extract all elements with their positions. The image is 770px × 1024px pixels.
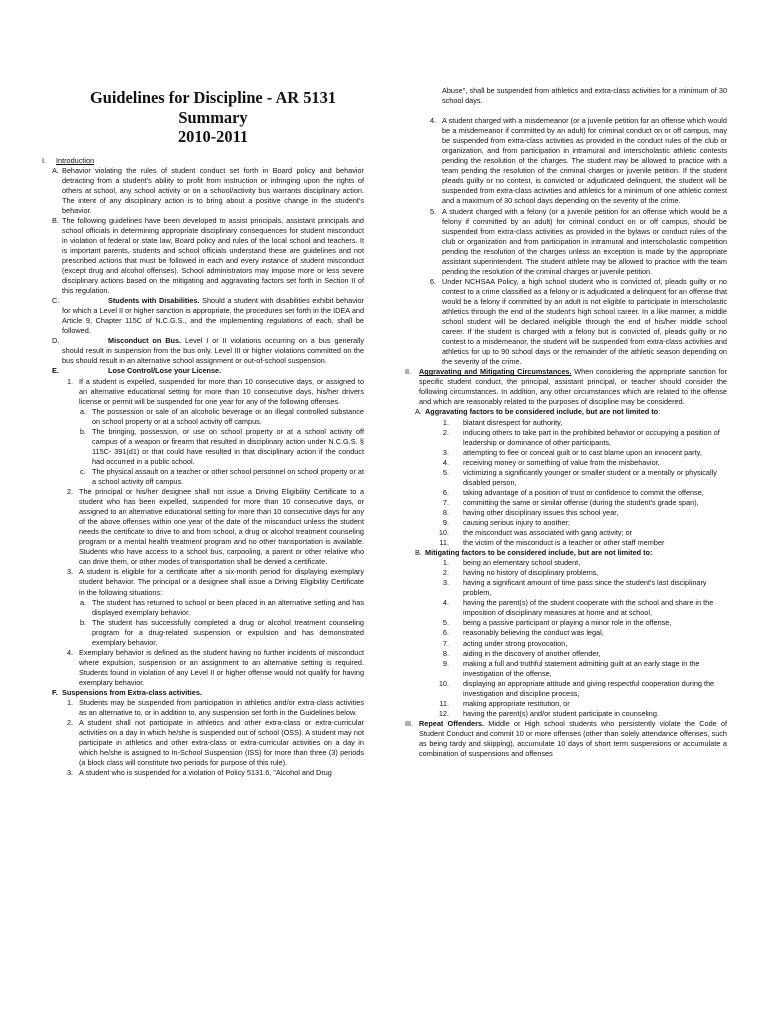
item-text: A student charged with a felony (or a juvenile petition for an offense which would be a felony if committed by an adult) for criminal conduct on or off campus, should be suspended from extra-class activities as provided in the bylaws or conduct rules of the club or organization and from participation in intramural and interscholastic competition pending the resolution of the charges unless an exception is made by the appropriate assistant superintendent. The student athlete may be allowed to practice with the team pending the resolution of the criminal charges or juvenile petition. [442, 206, 727, 276]
item-label: F. [52, 687, 58, 697]
factor-item [421, 659, 727, 679]
factor-number: 12. [438, 708, 449, 718]
factor-text: taking advantage of a position of trust or confidence to commit the offense, [463, 487, 704, 497]
item-text: The following guidelines have been developed to assist principals, assistant principals and school officials in determining appropriate disciplinary consequences for student misconduct in violation of federal or state law, Board policy and rules of the local school and teachers. It is important parents, students and school officials understand these are guidelines and not prescribed actions that must be followed in each and every instance of student misconduct (except drug and alcohol offenses). School administrators may impose more or less severe disciplinary actions based on the mitigating and aggravating factors set forth in Section II of this regulation. [62, 215, 364, 296]
item-label: b. [80, 617, 87, 627]
item-label: a. [80, 597, 87, 607]
factor-text: inducing others to take part in the prohibited behavior or occupying a position of leadership or dominance of other participants, [463, 427, 720, 447]
item-label: B. [52, 215, 59, 225]
section-i-e-heading [52, 366, 364, 376]
subsection-heading: Students with Disabilities. [108, 296, 200, 306]
factor-item [421, 428, 727, 448]
item-label: B. [415, 548, 422, 558]
item-text: Exemplary behavior is defined as the student having no further incidents of misconduct where expulsion, suspension or an assignment to an alternative setting is required. Students found in violation of any Level II or higher offense would not qualify for having exemplary behavior. [79, 647, 364, 687]
spacer [405, 106, 727, 116]
factor-item [421, 558, 727, 568]
item-text: A student who is suspended for a violation of Policy 5131.6, "Alcohol and Drug [79, 768, 332, 778]
section-iii [405, 719, 727, 759]
factor-number: 2. [442, 427, 449, 437]
factor-item [421, 468, 727, 488]
f-item-1 [67, 698, 364, 718]
factor-item [421, 508, 727, 518]
item-text: The principal or his/her designee shall not issue a Driving Eligibility Certificate to a student who has been expelled, suspended for more than 10 consecutive days, or assigned to an alternative educational setting for more than 10 consecutive days for any of the above offenses within one year of the date of the misconduct unless the student needs the certificate to drive to and from school, a drug or alcohol treatment counseling program or a mental health treatment program and no other transportation is available. Students who have access to a school bus, carpooling, a parent or other relative who can drive them, or other modes of transportation shall be denied a certificate. [79, 487, 364, 567]
factor-item [421, 498, 727, 508]
factor-number: 9. [442, 658, 449, 668]
section-ii-label: II. [405, 367, 412, 377]
factor-text: displaying an appropriate attitude and giving respectful cooperation during the investigation and discipline process, [463, 678, 715, 698]
item-text: Abuse", shall be suspended from athletics and extra-class activities for a minimum of 30 school days. [442, 86, 727, 106]
factor-number: 8. [442, 507, 449, 517]
factor-text: aiding in the discovery of another offender, [463, 648, 601, 658]
section-iii-body: Middle or High school students who persistently violate the Code of Student Conduct and commit 10 or more offenses (other than solely attendance offenses, such as being tardy and skipping), accumulate 10 days of short term suspensions or accumulate a combination of suspensions and offenses [419, 718, 727, 759]
section-i-heading [42, 156, 364, 166]
item-label: E. [52, 366, 59, 376]
factor-number: 8. [442, 648, 449, 658]
factor-number: 9. [442, 517, 449, 527]
f-item-2 [67, 718, 364, 768]
factor-text: receiving money or something of value from the misbehavior, [463, 457, 660, 467]
section-i-c [52, 296, 364, 336]
item-text [62, 296, 364, 336]
factor-text: attempting to flee or conceal guilt or to cast blame upon an innocent party, [463, 447, 702, 457]
f-item-3 [67, 768, 364, 778]
factor-item [421, 568, 727, 578]
e-item-2 [67, 487, 364, 567]
factor-number: 2. [442, 568, 449, 578]
f-item-6 [430, 277, 727, 367]
item-text: If a student is expelled, suspended for more than 10 consecutive days, or assigned to an alternative educational setting for more than 10 consecutive days, his/her drivers license or permit will be suspended for one year for any of the following offenses. [79, 376, 364, 406]
item-label: 4. [430, 116, 437, 126]
section-ii-b-heading [415, 548, 727, 558]
factor-number: 1. [442, 417, 449, 427]
title-line-3: 2010-2011 [177, 127, 249, 146]
section-ii-text [419, 367, 727, 407]
section-i-a [52, 166, 364, 216]
factor-number: 11. [439, 698, 449, 708]
factor-item [421, 418, 727, 428]
aggravating-factors-list [405, 418, 727, 549]
f-item-5 [430, 207, 727, 277]
factor-item [421, 649, 727, 659]
factor-text: being a passive participant or playing a minor role in the offense, [463, 618, 672, 628]
item-label: c. [80, 466, 86, 476]
item-label: 1. [67, 698, 74, 708]
factor-item [421, 518, 727, 528]
e-item-3 [67, 567, 364, 597]
item-label: 6. [430, 276, 437, 286]
factor-text: having no history of disciplinary problems, [463, 568, 599, 578]
factor-number: 10. [438, 678, 449, 688]
factor-number: 5. [442, 467, 449, 477]
section-i-b [52, 216, 364, 296]
factor-number: 11. [439, 538, 449, 548]
factor-number: 6. [442, 628, 449, 638]
section-iii-text [419, 719, 727, 759]
item-label: 3. [67, 768, 74, 778]
item-text: The bringing, possession, or use on school property or at a school activity off campus of a weapon or firearm that resulted in disciplinary action under N.C.G.S. § 115C- 391(d1) or that could have resulted in that disciplinary action if the conduct had occurred in a public school. [92, 426, 364, 466]
section-i-title: Introduction [56, 155, 95, 165]
factor-text: victimizing a significantly younger or smaller student or a mentally or physically disabled person, [463, 467, 717, 487]
item-text: Behavior violating the rules of student conduct set forth in Board policy and behavior detracting from a student's ability to profit from instruction or infringing upon the rights of others at school, any school activity or on a school/activity bus warrants disciplinary action. The intent of any disciplinary action is to bring about a positive change in the student's behavior. [62, 165, 364, 215]
item-label: 2. [67, 718, 74, 728]
factor-text: the misconduct was associated with gang activity; or [463, 528, 633, 538]
item-label: a. [80, 406, 87, 416]
item-text: The possession or sale of an alcoholic beverage or an illegal controlled substance on school property or at a school activity off campus. [92, 406, 364, 426]
factor-text: being an elementary school student, [463, 558, 581, 568]
section-ii-body: When considering the appropriate sanction for specific student conduct, the principal, assistant principal, or teacher should consider the following circumstances. In addition, any other circumstances which are related to the offense and which are reasonably related to the purposes of discipline may be considered. [419, 367, 727, 407]
item-text: A student is eligible for a certificate after a six-month period for displaying exemplary student behavior. The principal or a designee shall issue a Driving Eligibility Certificate in the following situations: [79, 567, 364, 597]
e-item-1-b [80, 427, 364, 467]
section-iii-label: III. [405, 718, 414, 728]
item-label: 1. [67, 376, 74, 386]
factor-number: 10. [438, 528, 449, 538]
factor-item [421, 578, 727, 598]
factor-item [421, 538, 727, 548]
section-ii [405, 367, 727, 407]
section-iii-heading: Repeat Offenders. [419, 718, 485, 728]
factor-text: having the parent(s) and/or student participate in counseling. [463, 708, 659, 718]
item-label: C. [52, 296, 60, 306]
subsection-heading: Mitigating factors to be considered include, but are not limited to: [425, 548, 653, 558]
factor-item [421, 709, 727, 719]
factor-item [421, 458, 727, 468]
title-line-1: Guidelines for Discipline - AR 5131 [89, 88, 337, 107]
factor-item [421, 448, 727, 458]
item-text: The student has successfully completed a drug or alcohol treatment counseling program for a drug-related suspension or expulsion and has demonstrated exemplary behavior. [92, 617, 364, 647]
right-column [405, 86, 727, 759]
item-text: A student charged with a misdemeanor (or a juvenile petition for an offense which would be a misdemeanor if committed by an adult) for criminal conduct on or off campus, may be suspended from extra-class activities as provided in the conduct rules of the club or organization, and from participation in intramural and interscholastic athletic contests pending the resolution of the charges. The student may be allowed to practice with a team pending the resolution of the criminal charges or juvenile petition. If the student pleads guilty or no contest, is convicted or adjudicated delinquent, the student will be suspended from extra-class activities and athletics for a minimum of one athletic contest and a maximum of 30 school days depending on the severity of the crime. [442, 116, 727, 206]
factor-number: 4. [442, 457, 449, 467]
e-item-1-a [80, 407, 364, 427]
item-label: 5. [430, 206, 437, 216]
mitigating-factors-list [405, 558, 727, 719]
factor-item [421, 699, 727, 709]
f-item-3-continued [430, 86, 727, 106]
factor-text: causing serious injury to another; [463, 517, 571, 527]
item-text: The student has returned to school or been placed in an alternative setting and has displayed exemplary behavior. [92, 597, 364, 617]
factor-item [421, 679, 727, 699]
factor-text: acting under strong provocation, [463, 638, 568, 648]
factor-text: having other disciplinary issues this school year, [463, 507, 619, 517]
section-ii-a-heading [415, 407, 727, 417]
item-label: A. [415, 407, 422, 417]
left-column [42, 88, 364, 778]
subsection-heading-suffix: : [658, 407, 661, 417]
section-i-f-heading [52, 688, 364, 698]
factor-text: the victim of the misconduct is a teacher or other staff member [463, 538, 665, 548]
e-item-3-a [80, 598, 364, 618]
factor-item [421, 598, 727, 618]
factor-item [421, 628, 727, 638]
factor-text: making a full and truthful statement admitting guilt at an early stage in the investigation of the offense, [463, 658, 700, 678]
factor-number: 4. [442, 598, 449, 608]
factor-item [421, 488, 727, 498]
subsection-body: Should a student with disabilities exhibit behavior for which a Level II or higher sanction is appropriate, the procedures set forth in the IDEA and Article 9, Chapter 115C of N.C.G.S., and the implementing regulations of each, shall be followed. [62, 296, 364, 336]
e-item-3-b [80, 618, 364, 648]
item-label: b. [80, 426, 87, 436]
factor-number: 1. [442, 558, 449, 568]
f-item-4 [430, 116, 727, 206]
section-ii-heading: Aggravating and Mitigating Circumstances. [419, 367, 572, 377]
factor-item [421, 618, 727, 628]
subsection-heading: Misconduct on Bus. [108, 336, 182, 346]
subsection-heading: Suspensions from Extra-class activities. [62, 687, 202, 697]
subsection-heading [425, 407, 727, 417]
factor-number: 7. [442, 497, 449, 507]
e-item-1 [67, 377, 364, 407]
item-label: 4. [67, 647, 74, 657]
factor-text: having a significant amount of time pass since the student's last disciplinary problem, [463, 578, 707, 598]
factor-text: reasonably believing the conduct was legal, [463, 628, 604, 638]
e-item-4 [67, 648, 364, 688]
subsection-heading: Lose Control/Lose your License. [108, 366, 222, 376]
subsection-heading-text: Aggravating factors to be considered include, but are not limited to [425, 407, 659, 417]
page-title [42, 88, 364, 147]
factor-number: 6. [442, 487, 449, 497]
factor-item [421, 639, 727, 649]
item-label: D. [52, 336, 60, 346]
item-label: 3. [67, 567, 74, 577]
factor-text: having the parent(s) of the student cooperate with the school and share in the imposition of disciplinary measures at home and at school, [463, 598, 714, 618]
factor-number: 7. [442, 638, 449, 648]
title-line-2: Summary [178, 107, 248, 127]
subsection-body: Level I or II violations occurring on a bus generally should result in suspension from the bus only. Level III or higher violations committed on the bus should result in an alternative school assignment or out-of-school suspension. [62, 336, 365, 366]
item-text: A student shall not participate in athletics and other extra-class or extra-curricular activities on a day in which he/she is suspended out of school (OSS). A student may not participate in athletics and other extra-class or extra-curricular activities on a day in which he/she is assigned to In-School Suspension (ISS) for more than three (3) periods (a block class will constitute two periods for purpose of this rule). [79, 718, 364, 768]
e-item-1-c [80, 467, 364, 487]
factor-number: 3. [442, 447, 449, 457]
factor-text: committing the same or similar offense (during the student's grade span), [463, 497, 699, 507]
item-text: The physical assault on a teacher or other school personnel on school property or at a school activity off campus. [92, 466, 364, 486]
factor-text: blatant disrespect for authority, [463, 417, 563, 427]
item-text [62, 336, 364, 366]
item-label: 2. [67, 487, 74, 497]
item-text: Under NCHSAA Policy, a high school student who is convicted of, pleads guilty or no contest to a crime classified as a felony or is adjudicated a delinquent for an offense that would be a felony if committed by an adult is not eligible to participate in interscholastic athletics through the end of the student's high school career. In a like manner, a middle school student will be declared ineligible through the end of his/her middle school career. If the student is charged with a felony but is convicted of, pleads guilty or no contest to a misdemeanor, the student will be suspended from extra-class activities and athletics for up to 90 school days or the remainder of the athletic season depending on the severity of the crime. [442, 276, 727, 367]
item-label-spacer [430, 86, 442, 106]
section-i-d [52, 336, 364, 366]
item-label: A. [52, 165, 59, 175]
factor-number: 3. [442, 578, 449, 588]
section-i-label: I. [42, 155, 47, 165]
factor-item [421, 528, 727, 538]
factor-text: making appropriate restitution, or [463, 698, 570, 708]
factor-number: 5. [442, 618, 449, 628]
item-text: Students may be suspended from participation in athletics and/or extra-class activities as an alternative to, or in addition to, any suspension set forth in the Guidelines below. [79, 698, 364, 718]
